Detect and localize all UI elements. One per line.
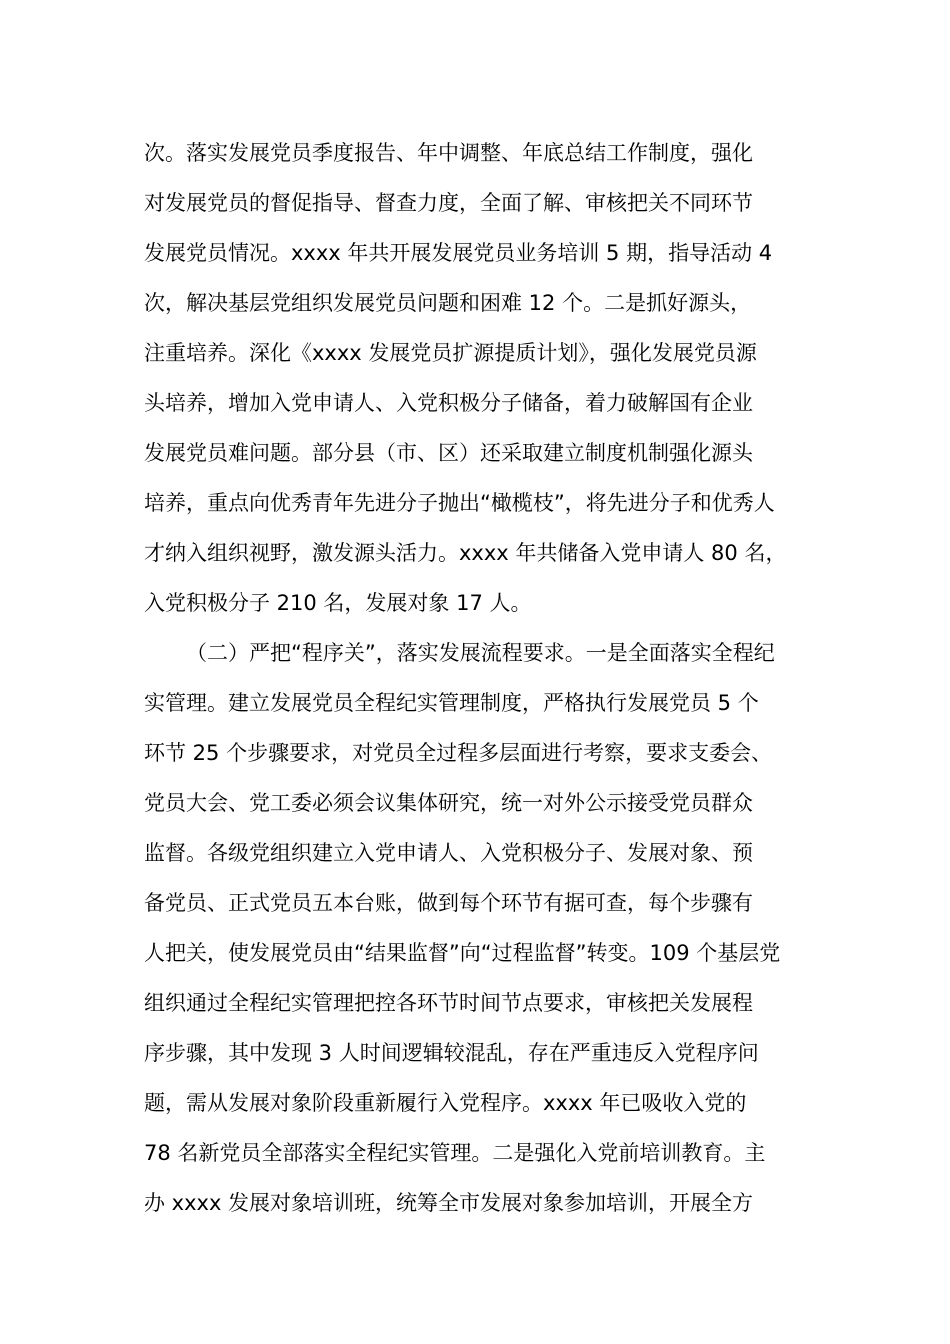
text-line: 才纳入组织视野，激发源头活力。xxxx 年共储备入党申请人 80 名， bbox=[144, 541, 787, 565]
text-line: 党员大会、党工委必须会议集体研究，统一对外公示接受党员群众 bbox=[144, 791, 753, 815]
text-line: 78 名新党员全部落实全程纪实管理。二是强化入党前培训教育。主 bbox=[144, 1141, 766, 1165]
section-heading-line: （二）严把“程序关”，落实发展流程要求。一是全面落实全程纪 bbox=[186, 641, 775, 665]
text-line: 备党员、正式党员五本台账，做到每个环节有据可查，每个步骤有 bbox=[144, 891, 753, 915]
text-line: 办 xxxx 发展对象培训班，统筹全市发展对象参加培训，开展全方 bbox=[144, 1191, 754, 1215]
text-line: 组织通过全程纪实管理把控各环节时间节点要求，审核把关发展程 bbox=[144, 991, 753, 1015]
text-line: 头培养，增加入党申请人、入党积极分子储备，着力破解国有企业 bbox=[144, 391, 753, 415]
text-line: 发展党员难问题。部分县（市、区）还采取建立制度机制强化源头 bbox=[144, 441, 753, 465]
text-line: 对发展党员的督促指导、督查力度，全面了解、审核把关不同环节 bbox=[144, 191, 753, 215]
text-line: 实管理。建立发展党员全程纪实管理制度，严格执行发展党员 5 个 bbox=[144, 691, 759, 715]
text-line: 培养，重点向优秀青年先进分子抛出“橄榄枝”，将先进分子和优秀人 bbox=[144, 491, 775, 515]
text-line: 人把关，使发展党员由“结果监督”向“过程监督”转变。109 个基层党 bbox=[144, 941, 781, 965]
body-text bbox=[144, 128, 824, 1228]
text-line: 序步骤，其中发现 3 人时间逻辑较混乱，存在严重违反入党程序问 bbox=[144, 1041, 759, 1065]
text-line: 入党积极分子 210 名，发展对象 17 人。 bbox=[144, 591, 532, 615]
text-line: 次，解决基层党组织发展党员问题和困难 12 个。二是抓好源头， bbox=[144, 291, 752, 315]
text-line: 监督。各级党组织建立入党申请人、入党积极分子、发展对象、预 bbox=[144, 841, 753, 865]
text-line: 环节 25 个步骤要求，对党员全过程多层面进行考察，要求支委会、 bbox=[144, 741, 773, 765]
text-line: 发展党员情况。xxxx 年共开展发展党员业务培训 5 期，指导活动 4 bbox=[144, 241, 773, 265]
text-line: 题，需从发展对象阶段重新履行入党程序。xxxx 年已吸收入党的 bbox=[144, 1091, 747, 1115]
text-line: 次。落实发展党员季度报告、年中调整、年底总结工作制度，强化 bbox=[144, 141, 753, 165]
text-line: 注重培养。深化《xxxx 发展党员扩源提质计划》，强化发展党员源 bbox=[144, 341, 757, 365]
